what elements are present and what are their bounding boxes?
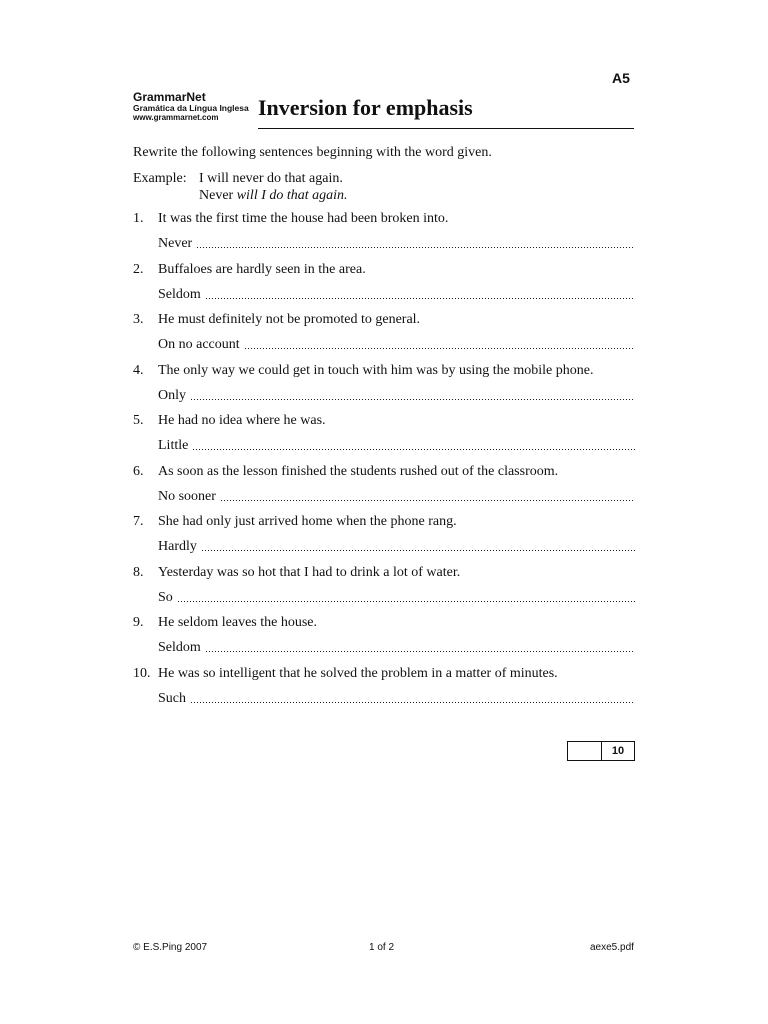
item-sentence: It was the first time the house had been broken into.: [158, 211, 449, 226]
footer-filename: aexe5.pdf: [590, 942, 634, 953]
answer-line[interactable]: [158, 388, 635, 404]
exercise-item: [133, 666, 635, 717]
item-number: 10.: [133, 665, 151, 681]
item-sentence: He had no idea where he was.: [158, 413, 326, 428]
answer-dotted-field[interactable]: [205, 287, 635, 303]
item-sentence: Yesterday was so hot that I had to drink a lot of water.: [158, 564, 461, 580]
item-prompt: Hardly: [158, 539, 197, 554]
item-prompt: So: [158, 589, 173, 605]
title-divider: [258, 128, 634, 129]
example-label: Example:: [133, 171, 187, 186]
item-number: 4.: [133, 362, 144, 378]
example-answer-start: Never: [199, 188, 234, 203]
example: [133, 170, 348, 204]
item-sentence: She had only just arrived home when the phone rang.: [158, 514, 457, 529]
answer-dotted-field[interactable]: [201, 539, 635, 555]
item-prompt: Seldom: [158, 640, 201, 655]
answer-dotted-field[interactable]: [177, 590, 635, 606]
page-title: Inversion for emphasis: [258, 95, 473, 120]
score-input-field[interactable]: [568, 742, 602, 760]
exercise-item: [133, 262, 635, 313]
item-prompt: On no account: [158, 337, 240, 352]
logo: [133, 91, 249, 122]
item-prompt: Only: [158, 387, 186, 403]
exercise-item: [133, 615, 635, 666]
item-number: 2.: [133, 261, 144, 277]
answer-line[interactable]: [158, 489, 635, 505]
item-number: 6.: [133, 463, 144, 479]
item-number: 9.: [133, 615, 144, 630]
answer-dotted-field[interactable]: [244, 337, 635, 353]
item-sentence: He must definitely not be promoted to general.: [158, 312, 421, 327]
item-sentence: The only way we could get in touch with him was by using the mobile phone.: [158, 362, 594, 378]
answer-dotted-field[interactable]: [190, 388, 635, 404]
item-sentence: As soon as the lesson finished the students rushed out of the classroom.: [158, 463, 559, 479]
item-prompt: Little: [158, 438, 189, 453]
answer-dotted-field[interactable]: [190, 691, 635, 707]
exercise-item: [133, 464, 635, 515]
exercise-item: [133, 211, 635, 262]
answer-line[interactable]: [158, 337, 635, 353]
answer-dotted-field[interactable]: [192, 438, 635, 454]
answer-line[interactable]: [158, 539, 635, 555]
score-total: 10: [611, 745, 625, 757]
item-sentence: Buffaloes are hardly seen in the area.: [158, 261, 366, 277]
item-prompt: Never: [158, 236, 193, 251]
example-sentence: I will never do that again.: [199, 171, 343, 186]
exercise-item: [133, 312, 635, 363]
example-answer-rest: will I do that again.: [236, 188, 348, 203]
item-prompt: Such: [158, 690, 186, 706]
answer-line[interactable]: [158, 236, 635, 252]
item-number: 1.: [133, 211, 144, 226]
exercise-item: [133, 514, 635, 565]
exercise-item: [133, 363, 635, 414]
logo-brand: GrammarNet: [133, 90, 206, 104]
logo-subtitle: Gramática da Língua Inglesa: [133, 103, 249, 113]
answer-line[interactable]: [158, 438, 635, 454]
answer-line[interactable]: [158, 287, 635, 303]
item-number: 3.: [133, 312, 144, 327]
item-prompt: No sooner: [158, 488, 216, 504]
exercise-list: [133, 211, 635, 716]
item-number: 5.: [133, 413, 144, 428]
item-sentence: He seldom leaves the house.: [158, 615, 318, 630]
answer-line[interactable]: [158, 590, 635, 606]
answer-dotted-field[interactable]: [205, 640, 635, 656]
item-prompt: Seldom: [158, 286, 201, 302]
answer-line[interactable]: [158, 691, 635, 707]
instructions: Rewrite the following sentences beginning with the word given.: [133, 145, 492, 160]
footer-page-number: 1 of 2: [369, 942, 395, 953]
logo-url: www.grammarnet.com: [133, 112, 219, 122]
item-number: 8.: [133, 564, 144, 580]
item-number: 7.: [133, 514, 144, 529]
score-box: [567, 741, 635, 761]
item-sentence: He was so intelligent that he solved the problem in a matter of minutes.: [158, 665, 558, 681]
footer-copyright: © E.S.Ping 2007: [133, 942, 208, 953]
answer-dotted-field[interactable]: [220, 489, 635, 505]
answer-line[interactable]: [158, 640, 635, 656]
answer-dotted-field[interactable]: [196, 236, 635, 252]
level-label: A5: [612, 70, 630, 86]
exercise-item: [133, 565, 635, 616]
exercise-item: [133, 413, 635, 464]
